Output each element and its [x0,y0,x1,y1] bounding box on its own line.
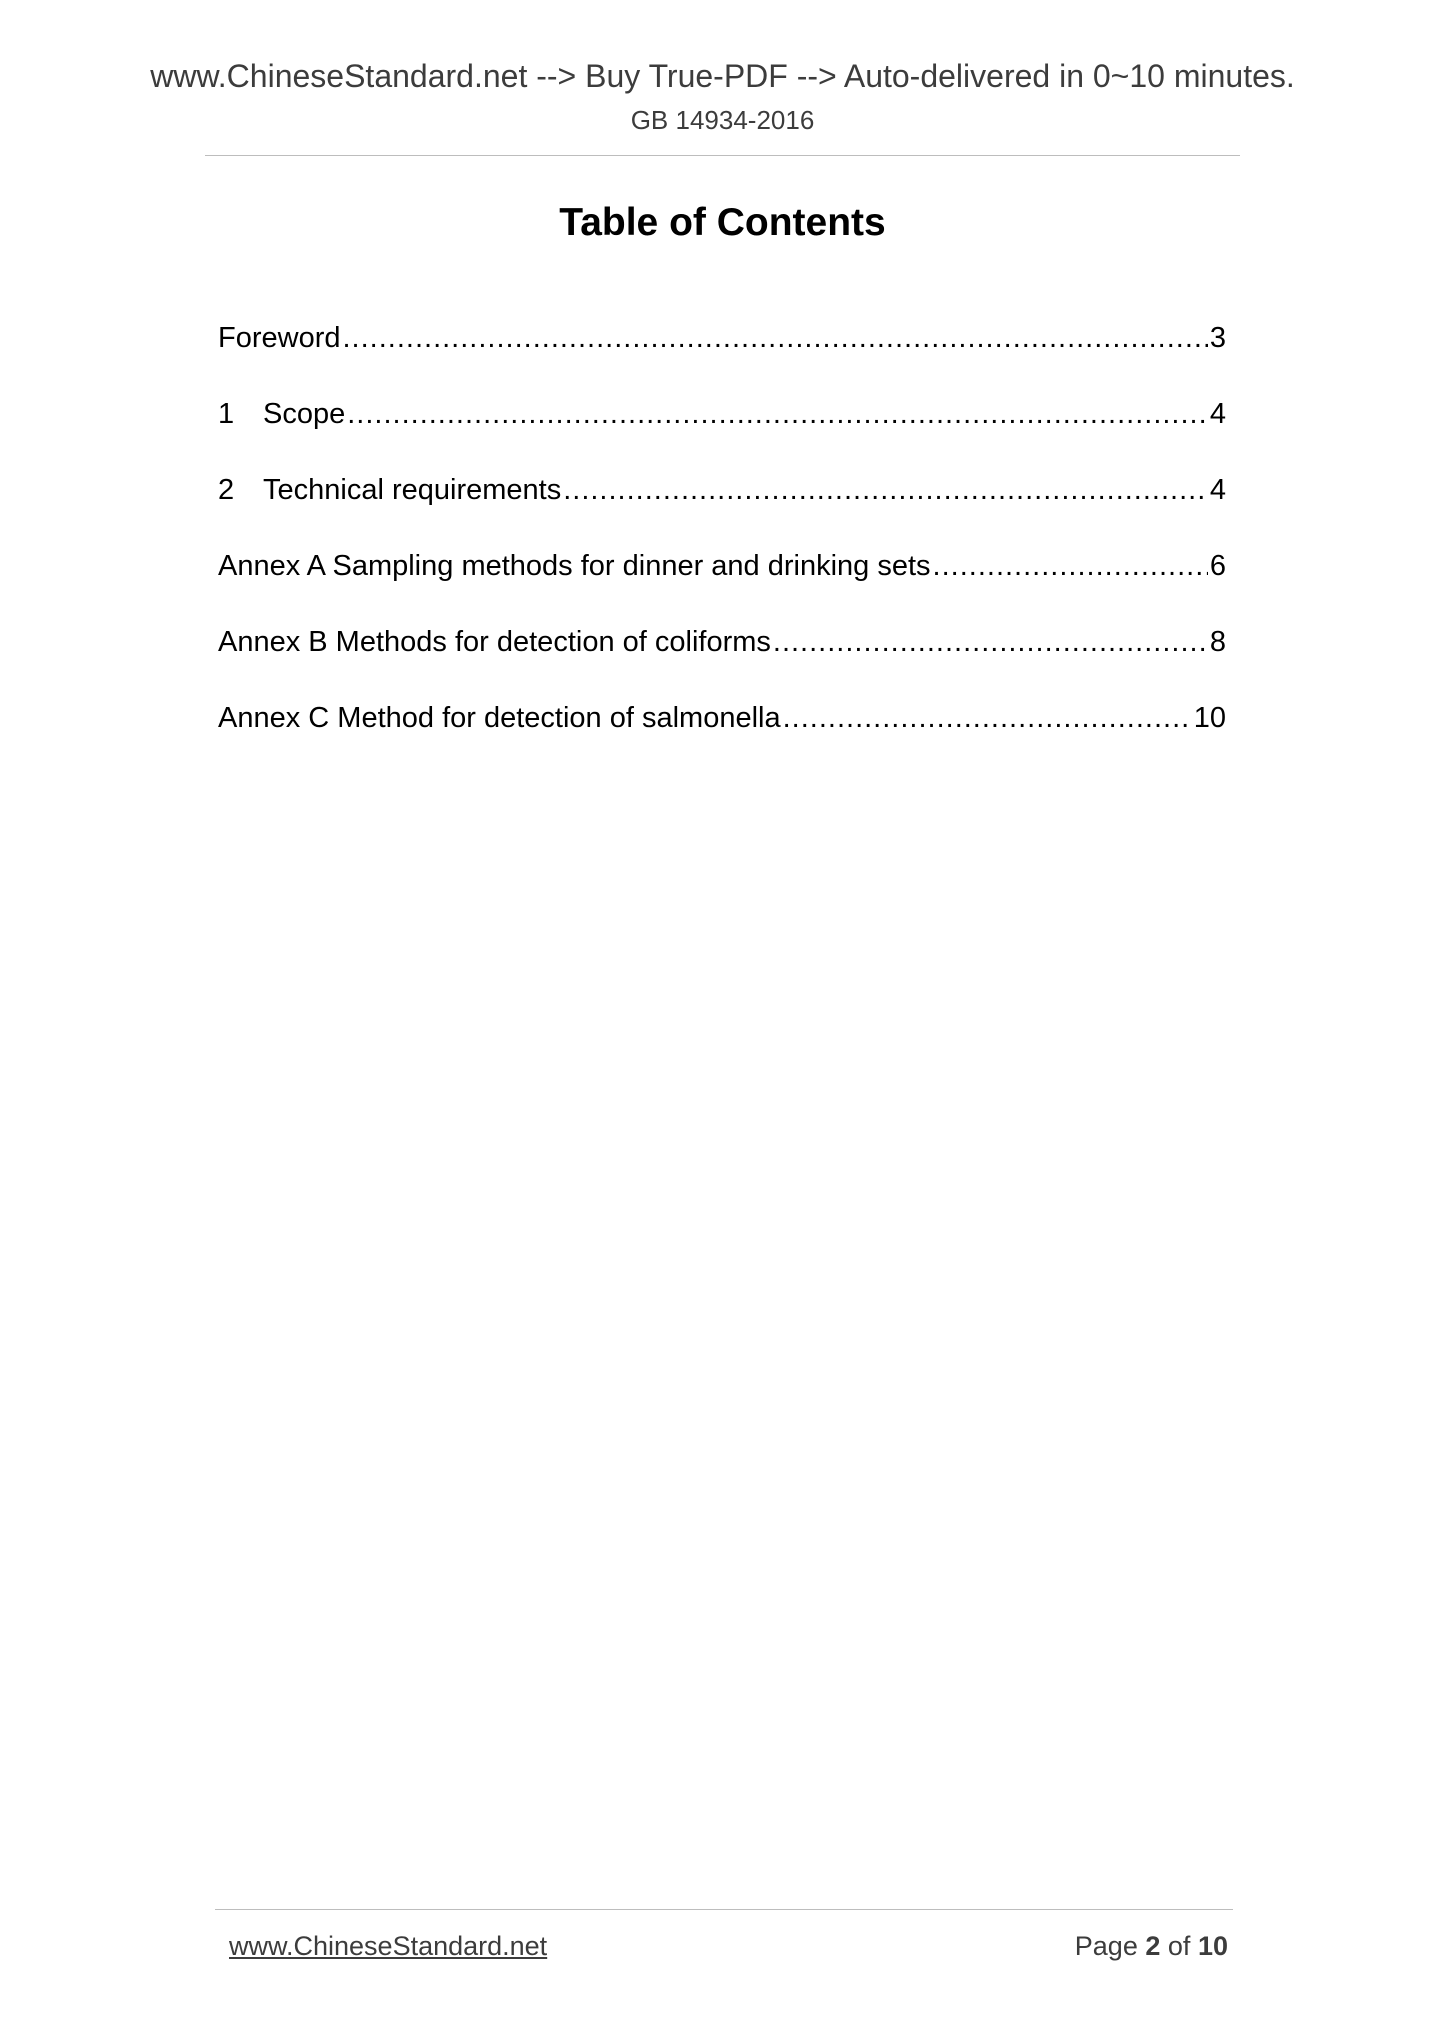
toc-entry-page: 4 [1209,474,1226,506]
toc-entry-annex-c[interactable] [218,698,1226,774]
toc-entry-scope[interactable] [218,394,1226,470]
toc-list [218,318,1226,774]
toc-entry-number: 1 [218,398,235,430]
toc-dot-leader [347,394,1208,434]
page-title: Table of Contents [559,201,886,244]
toc-dot-leader [343,318,1208,358]
toc-entry-technical-requirements[interactable] [218,470,1226,546]
toc-entry-foreword[interactable] [218,318,1226,394]
toc-dot-leader [563,470,1208,510]
toc-dot-leader [783,698,1192,738]
toc-entry-page: 8 [1209,626,1226,658]
toc-dot-leader [933,546,1208,586]
standard-code: GB 14934-2016 [630,105,815,135]
header-divider [205,155,1240,156]
toc-entry-page: 3 [1209,322,1226,354]
toc-entry-label: Technical requirements [263,474,562,506]
toc-entry-label: Annex A Sampling methods for dinner and drinking sets [218,550,931,582]
toc-entry-page: 10 [1193,702,1226,734]
toc-entry-annex-a[interactable] [218,546,1226,622]
page-prefix: Page [1074,1931,1138,1961]
total-pages-number: 10 [1197,1931,1228,1961]
page-indicator [1075,1929,1228,1963]
footer-site-link[interactable]: www.ChineseStandard.net [229,1931,548,1961]
toc-entry-annex-b[interactable] [218,622,1226,698]
toc-dot-leader [773,622,1208,662]
toc-entry-label: Foreword [218,322,341,354]
toc-entry-page: 6 [1209,550,1226,582]
toc-entry-number: 2 [218,474,235,506]
toc-entry-label: Scope [263,398,346,430]
footer-divider [215,1909,1233,1910]
header-banner: www.ChineseStandard.net --> Buy True-PDF --> Auto-delivered in 0~10 minutes. [150,58,1295,94]
current-page-number: 2 [1145,1931,1161,1961]
page-separator: of [1167,1931,1191,1961]
toc-entry-label: Annex B Methods for detection of coliforms [218,626,771,658]
toc-entry-label: Annex C Method for detection of salmonella [218,702,781,734]
toc-entry-page: 4 [1209,398,1226,430]
